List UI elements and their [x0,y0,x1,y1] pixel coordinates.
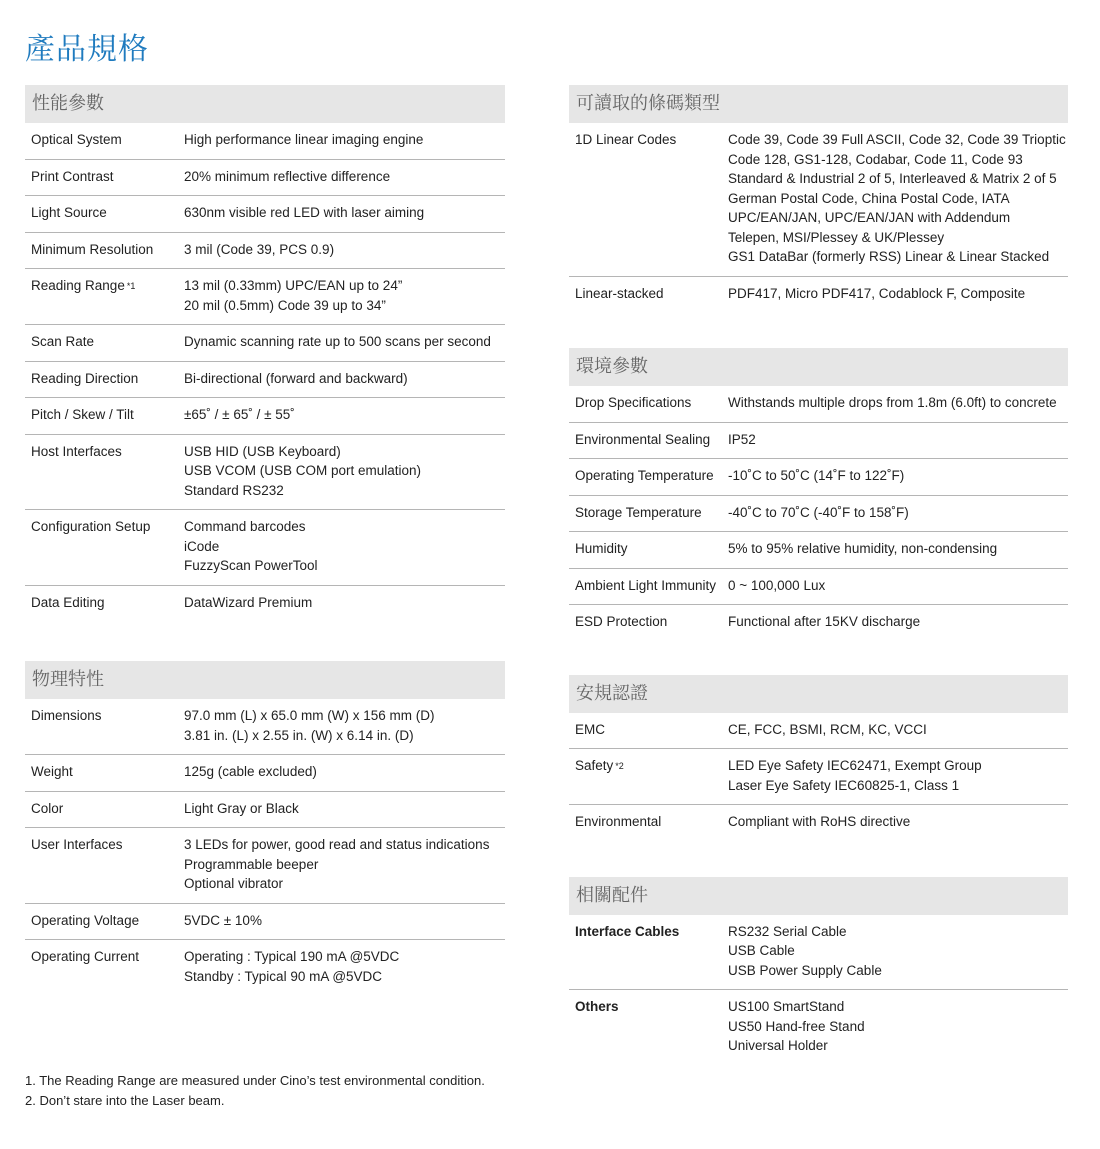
spec-row-host-interfaces [25,434,505,510]
spec-value [728,459,1068,496]
spec-value-line: 13 mil (0.33mm) UPC/EAN up to 24” [184,278,403,293]
spec-section [569,675,1068,841]
spec-row-minimum-resolution [25,232,505,269]
spec-label [569,990,728,1065]
spec-value-line: DataWizard Premium [184,594,313,610]
spec-value [728,805,1068,841]
spec-label-text: Operating Temperature [575,468,714,483]
spec-table [569,713,1068,841]
spec-value-line: FuzzyScan PowerTool [184,558,318,573]
spec-value-line: 97.0 mm (L) x 65.0 mm (W) x 156 mm (D) [184,708,435,723]
spec-value-line: Bi-directional (forward and backward) [184,370,408,386]
spec-section [25,661,505,995]
spec-label-text: Color [31,800,64,816]
spec-label [569,422,728,459]
spec-value [728,386,1068,422]
footnotes [25,1071,485,1111]
spec-value-line: LED Eye Safety IEC62471, Exempt Group [728,758,982,773]
spec-value-line: Operating : Typical 190 mA @5VDC [184,949,400,964]
spec-value [728,605,1068,641]
spec-value [184,361,505,398]
spec-label-text: Others [575,999,619,1014]
spec-value-line: Optional vibrator [184,876,284,891]
spec-value [728,749,1068,805]
spec-row-reading-range [25,269,505,325]
spec-label [25,828,184,904]
spec-label [569,915,728,990]
spec-label-text: User Interfaces [31,837,123,852]
spec-label [25,585,184,621]
spec-value [184,940,505,996]
spec-value-line: 0 ~ 100,000 Lux [728,577,826,593]
spec-row-dimensions [25,699,505,755]
left-column [25,85,505,995]
spec-value [184,325,505,362]
section-heading: 性能參數 [25,85,505,123]
spec-label-text: Ambient Light Immunity [575,577,717,593]
footnote-marker: *1 [126,281,136,291]
spec-value-line: US50 Hand-free Stand [728,1018,865,1034]
spec-row-environmental [569,805,1068,841]
spec-label-text: Linear-stacked [575,285,664,301]
spec-section [569,348,1068,641]
spec-label-text: Environmental [575,814,662,829]
spec-label [25,325,184,362]
spec-row-esd-protection [569,605,1068,641]
spec-value-line: 5% to 95% relative humidity, non-condensing [728,541,998,556]
spec-label [25,123,184,159]
spec-value-line: Code 128, GS1-128, Codabar, Code 11, Code 93 [728,151,1023,167]
spec-value [728,276,1068,312]
spec-label-text: Operating Current [31,949,140,964]
spec-label [569,495,728,532]
spec-value-line: PDF417, Micro PDF417, Codablock F, Composite [728,285,1026,301]
spec-value [184,828,505,904]
spec-value [728,532,1068,569]
spec-value-line: US100 SmartStand [728,999,845,1014]
spec-label [25,699,184,755]
spec-label-text: Environmental Sealing [575,431,711,447]
spec-label-text: Scan Rate [31,334,95,349]
section-heading: 物理特性 [25,661,505,699]
spec-label-text: Reading Direction [31,370,139,386]
spec-label-text: 1D Linear Codes [575,132,677,147]
spec-value-line: Compliant with RoHS directive [728,814,911,829]
spec-row-safety [569,749,1068,805]
spec-label [25,398,184,435]
spec-value [184,398,505,435]
spec-value-line: Standard & Industrial 2 of 5, Interleaved & Matrix 2 of 5 [728,171,1057,186]
spec-label [569,749,728,805]
spec-label [569,459,728,496]
spec-value-line: CE, FCC, BSMI, RCM, KC, VCCI [728,721,927,737]
spec-table [569,915,1068,1065]
spec-label-text: Data Editing [31,594,105,610]
spec-row-print-contrast [25,159,505,196]
spec-label [569,123,728,276]
spec-row-configuration-setup [25,510,505,586]
spec-row-interface-cables [569,915,1068,990]
spec-value-line: UPC/EAN/JAN, UPC/EAN/JAN with Addendum [728,210,1011,225]
spec-section [569,877,1068,1065]
spec-label [569,805,728,841]
spec-value [728,123,1068,276]
section-heading: 可讀取的條碼類型 [569,85,1068,123]
spec-row-optical-system [25,123,505,159]
spec-label [569,568,728,605]
spec-value-line: Dynamic scanning rate up to 500 scans per second [184,334,491,349]
spec-value-line: RS232 Serial Cable [728,923,847,939]
spec-label-text: Storage Temperature [575,504,702,520]
spec-value-line: Laser Eye Safety IEC60825-1, Class 1 [728,777,960,793]
spec-label [569,276,728,312]
spec-row-others [569,990,1068,1065]
spec-row-emc [569,713,1068,749]
spec-value-line: 3.81 in. (L) x 2.55 in. (W) x 6.14 in. (D) [184,727,414,743]
spec-value-line: 5VDC ± 10% [184,912,262,928]
spec-label-text: Dimensions [31,708,102,723]
spec-value [184,791,505,828]
spec-row-weight [25,755,505,792]
spec-label [25,755,184,792]
spec-label-text: Optical System [31,132,122,147]
spec-row-operating-current [25,940,505,996]
spec-row-user-interfaces [25,828,505,904]
spec-label-text: EMC [575,721,605,737]
spec-label [569,386,728,422]
spec-label-text: Drop Specifications [575,395,692,410]
spec-value-line: iCode [184,538,220,554]
spec-value [184,196,505,233]
spec-value-line: 3 LEDs for power, good read and status indications [184,837,490,852]
footnote-marker: *2 [615,761,624,771]
spec-label-text: Host Interfaces [31,443,122,459]
spec-label-text: Reading Range [31,278,125,293]
spec-value-line: 20% minimum reflective difference [184,168,391,184]
spec-value-line: USB HID (USB Keyboard) [184,443,341,459]
spec-label-text: Print Contrast [31,168,114,184]
spec-value-line: German Postal Code, China Postal Code, IATA [728,190,1010,206]
spec-value-line: 3 mil (Code 39, PCS 0.9) [184,241,335,257]
spec-label-text: Safety [575,758,614,773]
spec-value [184,434,505,510]
spec-row-drop-specifications [569,386,1068,422]
spec-value-line: Standard RS232 [184,482,284,498]
spec-value-line: USB VCOM (USB COM port emulation) [184,463,422,478]
spec-label [25,903,184,940]
spec-label [25,791,184,828]
spec-row-storage-temperature [569,495,1068,532]
spec-row-environmental-sealing [569,422,1068,459]
spec-value-line: 630nm visible red LED with laser aiming [184,205,425,220]
spec-value [728,915,1068,990]
spec-label-text: Interface Cables [575,923,680,939]
spec-value [184,510,505,586]
spec-label [25,232,184,269]
spec-label [25,940,184,996]
spec-value [184,903,505,940]
spec-value-line: GS1 DataBar (formerly RSS) Linear & Linear Stacked [728,249,1050,264]
spec-label-text: Operating Voltage [31,912,140,928]
spec-table [25,699,505,995]
spec-value-line: Code 39, Code 39 Full ASCII, Code 32, Code 39 Trioptic [728,132,1066,147]
spec-value-line: -40˚C to 70˚C (-40˚F to 158˚F) [728,504,909,520]
spec-value-line: Telepen, MSI/Plessey & UK/Plessey [728,229,945,245]
spec-value-line: ±65˚ / ± 65˚ / ± 55˚ [184,407,295,422]
spec-label [25,510,184,586]
spec-value-line: USB Power Supply Cable [728,962,882,978]
spec-label [569,532,728,569]
spec-label [25,361,184,398]
spec-label [25,434,184,510]
spec-value-line: Withstands multiple drops from 1.8m (6.0ft) to concrete [728,395,1057,410]
spec-row-color [25,791,505,828]
spec-row-reading-direction [25,361,505,398]
spec-row-humidity [569,532,1068,569]
section-heading: 安規認證 [569,675,1068,713]
spec-value [728,990,1068,1065]
spec-row-pitch-skew-tilt [25,398,505,435]
spec-label-text: Weight [31,764,73,779]
spec-label-text: Light Source [31,205,107,220]
spec-table [25,123,505,621]
spec-row-light-source [25,196,505,233]
spec-section [569,85,1068,312]
spec-value-line: USB Cable [728,943,795,958]
spec-value-line: IP52 [728,431,756,447]
spec-value [184,699,505,755]
footnote-1: 1. The Reading Range are measured under Cino’s test environmental condition. [25,1073,485,1088]
spec-label [569,605,728,641]
page-title: 產品規格 [25,32,149,67]
spec-value-line: Standby : Typical 90 mA @5VDC [184,968,383,984]
right-column [569,85,1068,1065]
spec-section [25,85,505,621]
spec-row-operating-temperature [569,459,1068,496]
spec-value [184,755,505,792]
spec-value-line: Light Gray or Black [184,800,299,816]
spec-value-line: -10˚C to 50˚C (14˚F to 122˚F) [728,468,905,483]
spec-value [184,232,505,269]
spec-value-line: 125g (cable excluded) [184,764,317,779]
spec-value-line: 20 mil (0.5mm) Code 39 up to 34” [184,297,386,313]
spec-row-linear-stacked [569,276,1068,312]
spec-label [25,159,184,196]
spec-label-text: Configuration Setup [31,519,151,534]
spec-value [728,568,1068,605]
spec-value [728,495,1068,532]
spec-value [184,585,505,621]
spec-table [569,386,1068,641]
spec-label [25,196,184,233]
section-heading: 環境參數 [569,348,1068,386]
spec-value-line: High performance linear imaging engine [184,132,424,147]
spec-label-text: Pitch / Skew / Tilt [31,407,134,422]
spec-label-text: ESD Protection [575,614,668,629]
spec-label-text: Humidity [575,541,628,556]
spec-row-ambient-light-immunity [569,568,1068,605]
spec-value-line: Functional after 15KV discharge [728,614,921,629]
footnote-2: 2. Don’t stare into the Laser beam. [25,1093,225,1108]
spec-row-scan-rate [25,325,505,362]
spec-value-line: Universal Holder [728,1038,828,1053]
spec-table [569,123,1068,312]
spec-value [728,713,1068,749]
spec-value [184,159,505,196]
spec-row-operating-voltage [25,903,505,940]
spec-value [728,422,1068,459]
spec-row-1d-linear-codes [569,123,1068,276]
spec-value [184,269,505,325]
spec-label [25,269,184,325]
spec-label [569,713,728,749]
spec-row-data-editing [25,585,505,621]
section-heading: 相關配件 [569,877,1068,915]
spec-label-text: Minimum Resolution [31,241,154,257]
spec-value-line: Programmable beeper [184,856,319,872]
spec-value [184,123,505,159]
spec-value-line: Command barcodes [184,519,306,534]
